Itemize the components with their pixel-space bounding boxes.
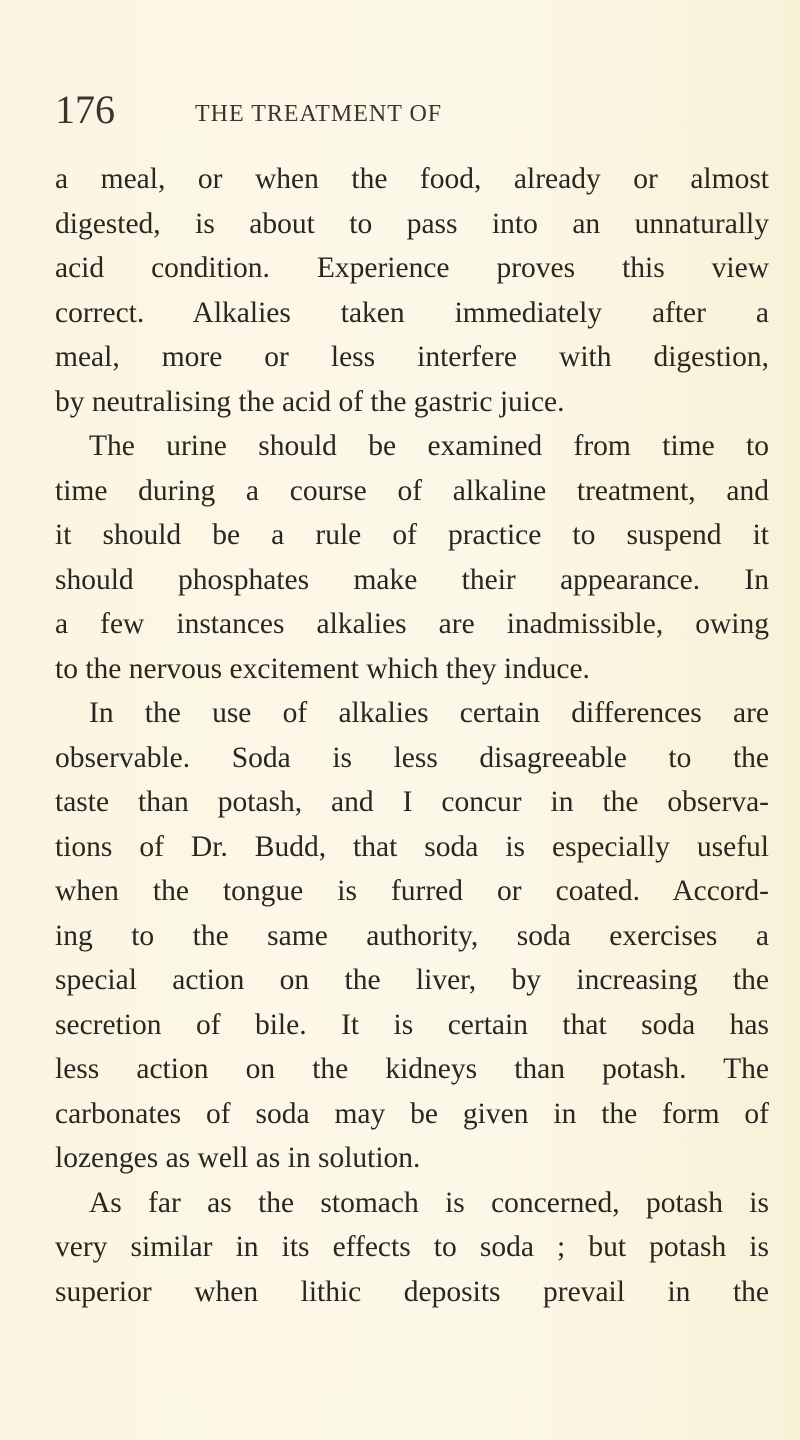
text-line: a few instances alkalies are inadmissible, owing (55, 608, 769, 640)
text-line: ing to the same authority, soda exercises a (55, 919, 769, 952)
text-line: by neutralising the acid of the gastric juice. (55, 385, 565, 418)
page-number: 176 (55, 87, 115, 132)
text-line: very similar in its effects to soda ; but potash is (55, 1231, 769, 1263)
text-line: time during a course of alkaline treatment, and (55, 474, 769, 507)
text-line: meal, more or less interfere with digestion, (55, 341, 769, 373)
body-text (55, 157, 769, 1314)
text-line: observable. Soda is less disagreeable to the (55, 741, 769, 774)
text-line: The urine should be examined from time to (89, 430, 769, 462)
text-line: to the nervous excitement which they induce. (55, 652, 590, 685)
text-line: superior when lithic deposits prevail in the (55, 1275, 769, 1308)
text-line: special action on the liver, by increasing the (55, 964, 769, 996)
text-line: acid condition. Experience proves this view (55, 252, 769, 284)
text-line: should phosphates make their appearance. In (55, 563, 769, 596)
text-line: digested, is about to pass into an unnaturally (55, 207, 769, 240)
page-header (0, 80, 800, 150)
text-line: carbonates of soda may be given in the form of (55, 1097, 769, 1130)
running-head: THE TREATMENT OF (195, 101, 443, 127)
text-line: it should be a rule of practice to suspend it (55, 519, 769, 551)
text-line: correct. Alkalies taken immediately after a (55, 296, 769, 329)
text-line: In the use of alkalies certain differences are (89, 697, 769, 729)
text-line: less action on the kidneys than potash. The (55, 1053, 769, 1085)
text-line: when the tongue is furred or coated. Accord- (55, 875, 769, 907)
text-line: lozenges as well as in solution. (55, 1142, 421, 1174)
text-line: secretion of bile. It is certain that soda has (55, 1008, 769, 1041)
text-line: taste than potash, and I concur in the observa- (55, 786, 769, 818)
text-line: As far as the stomach is concerned, potash is (89, 1186, 769, 1219)
text-line: a meal, or when the food, already or almost (55, 163, 769, 195)
text-line: tions of Dr. Budd, that soda is especially useful (55, 830, 769, 863)
